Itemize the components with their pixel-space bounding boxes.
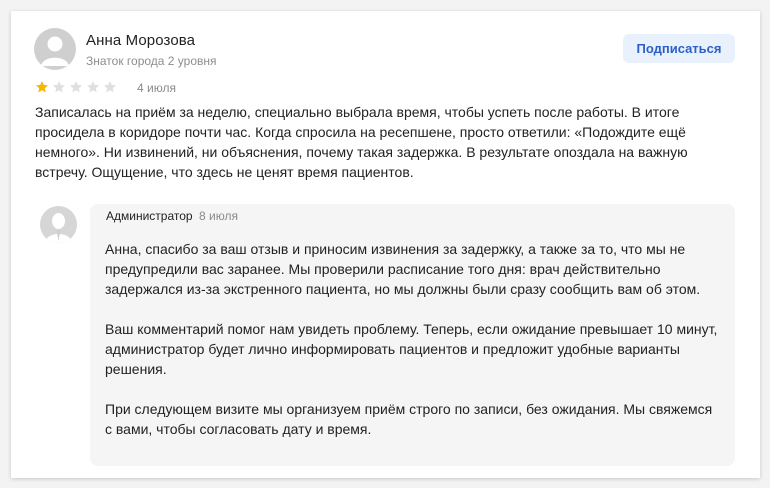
review-text: Записалась на приём за неделю, специально выбрала время, чтобы успеть после работы. В итоге просидела в коридоре почти час. Когда спросила на ресепшене, просто ответили: «Подождите ещё немного». Ни извинений, ни объяснения, почему такая задержка. В результате опоздала на важную встречу. Ощущение, что здесь не ценят время пациентов. [35, 104, 688, 180]
star-icon [35, 80, 49, 94]
rating-stars [35, 80, 117, 94]
reply-author: Администратор [106, 209, 193, 223]
star-icon [69, 80, 83, 94]
admin-avatar-icon [40, 206, 77, 243]
star-icon [103, 80, 117, 94]
reply-paragraph: Анна, спасибо за ваш отзыв и приносим извинения за задержку, а также за то, что мы не предупредили вас заранее. Мы проверили расписание того дня: врач действительно задержался из-за экстренного пациента, но мы должны были сразу сообщить вам об этом. [105, 241, 701, 297]
author-name[interactable]: Анна Морозова [86, 32, 196, 49]
subscribe-button[interactable]: Подписаться [623, 34, 735, 63]
reply-paragraph: Ваш комментарий помог нам увидеть проблему. Теперь, если ожидание превышает 10 минут, администратор будет лично информировать пациентов и предложит удобные варианты решения. [105, 321, 718, 377]
author-level: Знаток города 2 уровня [86, 54, 217, 68]
user-avatar-icon[interactable] [34, 28, 76, 70]
review-date: 4 июля [137, 81, 176, 95]
reply-body [90, 228, 735, 466]
review-card [11, 11, 760, 478]
reply-date: 8 июля [199, 209, 238, 223]
star-icon [86, 80, 100, 94]
star-icon [52, 80, 66, 94]
reply-paragraph: При следующем визите мы организуем приём строго по записи, без ожидания. Мы свяжемся с вами, чтобы согласовать дату и время. [105, 401, 713, 437]
